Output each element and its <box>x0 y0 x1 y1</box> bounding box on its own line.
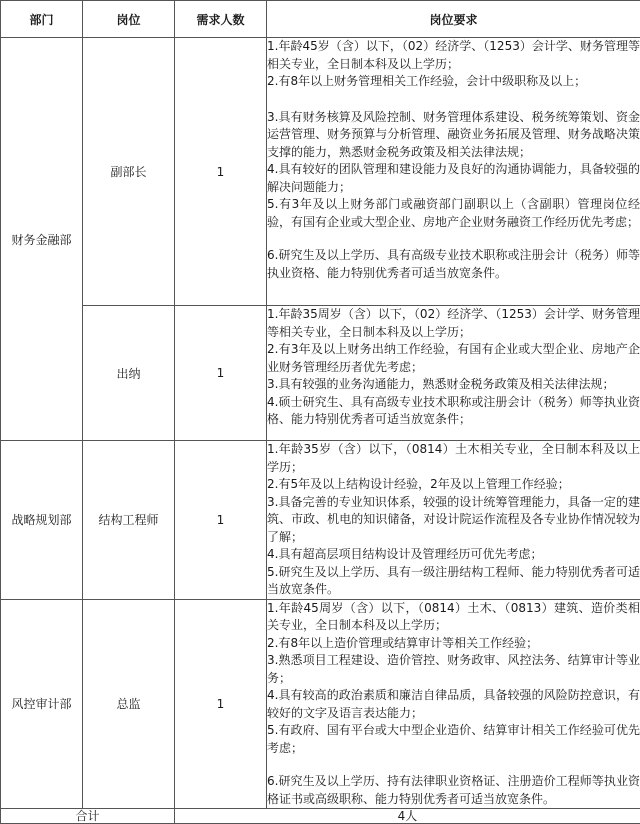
header-dept: 部门 <box>1 1 83 38</box>
requirement-item: 4.具有超高层项目结构设计及管理经历可优先考虑； <box>267 546 640 564</box>
requirement-item: 3.熟悉项目工程建设、造价管控、财务政审、风控法务、结算审计等业务； <box>267 652 640 687</box>
total-value: 4人 <box>175 809 640 824</box>
count-cell: 1 <box>175 306 267 441</box>
position-cell: 总监 <box>83 599 175 809</box>
requirement-item: 2.有3年及以上财务出纳工作经验，有国有企业或大型企业、房地产企业财务管理经历者优先考虑； <box>267 341 640 376</box>
position-cell: 副部长 <box>83 38 175 306</box>
requirements-cell <box>267 441 640 600</box>
requirement-item: 2.有8年以上财务管理相关工作经验，会计中级职称及以上； <box>267 73 640 91</box>
requirements-cell <box>267 38 640 306</box>
requirement-item: 2.有5年及以上结构设计经验，2年及以上管理工作经验； <box>267 476 640 494</box>
header-requirements: 岗位要求 <box>267 1 640 38</box>
requirement-item: 4.具有较高的政治素质和廉洁自律品质，具备较强的风险防控意识，有较好的文字及语言表达能力； <box>267 687 640 722</box>
requirement-item: 4.具有较好的团队管理和建设能力及良好的沟通协调能力，具备较强的解决问题能力； <box>267 161 640 196</box>
count-cell: 1 <box>175 599 267 809</box>
table-row <box>1 306 640 441</box>
requirement-item: 4.硕士研究生、具有高级专业技术职称或注册会计（税务）师等执业资格、能力特别优秀者可适当放宽条件； <box>267 394 640 429</box>
count-cell: 1 <box>175 38 267 306</box>
requirement-item: 2.有8年以上造价管理或结算审计等相关工作经验； <box>267 635 640 653</box>
table-row <box>1 38 640 306</box>
requirement-item: 1.年龄45周岁（含）以下，（0814）土木、（0813）建筑、造价类相关专业，全日制本科及以上学历； <box>267 600 640 635</box>
table-row <box>1 599 640 809</box>
header-row <box>1 1 640 38</box>
requirement-item: 6.研究生及以上学历、具有高级专业技术职称或注册会计（税务）师等执业资格、能力特别优秀者可适当放宽条件。 <box>267 247 640 282</box>
requirement-item: 3.具有财务核算及风险控制、财务管理体系建设、税务统筹策划、资金运营管理、财务预算与分析管理、融资业务拓展及管理、财务战略决策支撑的能力，熟悉财金税务政策及相关法律法规； <box>267 109 640 162</box>
requirement-item: 1.年龄45岁（含）以下，（02）经济学、（1253）会计学、财务管理等相关专业，全日制本科及以上学历； <box>267 38 640 73</box>
position-cell: 出纳 <box>83 306 175 441</box>
total-label: 合计 <box>1 809 175 824</box>
requirement-item: 5.有3年及以上财务部门或融资部门副职以上（含副职）管理岗位经验，有国有企业或大型企业、房地产企业财务融资工作经历优先考虑； <box>267 196 640 231</box>
table-row <box>1 441 640 600</box>
requirement-item: 6.研究生及以上学历、持有法律职业资格证、注册造价工程师等执业资格证书或高级职称、能力特别优秀者可适当放宽条件。 <box>267 773 640 808</box>
requirement-item: 3.具有较强的业务沟通能力，熟悉财金税务政策及相关法律法规； <box>267 376 640 394</box>
total-row <box>1 809 640 824</box>
dept-cell: 风控审计部 <box>1 599 83 809</box>
requirement-item: 5.有政府、国有平台或大中型企业造价、结算审计相关工作经验可优先考虑； <box>267 722 640 757</box>
requirement-item: 1.年龄35周岁（含）以下，（02）经济学、（1253）会计学、财务管理等相关专业，全日制本科及以上学历； <box>267 306 640 341</box>
requirement-item: 3.具备完善的专业知识体系，较强的设计统筹管理能力，具备一定的建筑、市政、机电的知识储备，对设计院运作流程及各专业协作情况较为了解； <box>267 494 640 547</box>
dept-cell: 财务金融部 <box>1 38 83 441</box>
requirement-item: 5.研究生及以上学历、具有一级注册结构工程师、能力特别优秀者可适当放宽条件。 <box>267 564 640 599</box>
requirements-cell <box>267 599 640 809</box>
requirements-cell <box>267 306 640 441</box>
position-cell: 结构工程师 <box>83 441 175 600</box>
header-position: 岗位 <box>83 1 175 38</box>
dept-cell: 战略规划部 <box>1 441 83 600</box>
count-cell: 1 <box>175 441 267 600</box>
requirement-item: 1.年龄35岁（含）以下，（0814）土木相关专业，全日制本科及以上学历； <box>267 441 640 476</box>
header-count: 需求人数 <box>175 1 267 38</box>
